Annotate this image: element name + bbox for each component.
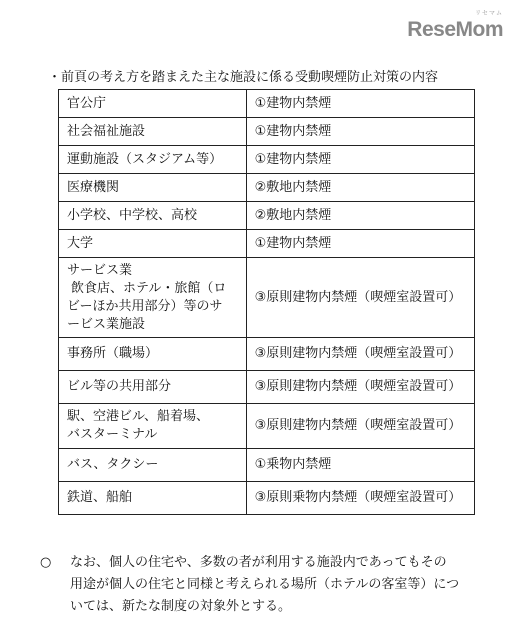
table-row (59, 202, 475, 230)
section-heading: ・前頁の考え方を踏まえた主な施設に係る受動喫煙防止対策の内容 (48, 70, 439, 85)
measure-cell: ①建物内禁煙 (246, 146, 474, 174)
smoking-policy-table (58, 89, 475, 515)
facility-cell (59, 338, 247, 371)
facility-cell (59, 202, 247, 230)
measure-cell: ①建物内禁煙 (246, 118, 474, 146)
note-text-1: なお、個人の住宅や、多数の者が利用する施設内であってもその (70, 555, 447, 570)
table-row (59, 146, 475, 174)
facility-text: 運動施設（スタジアム等） (67, 151, 223, 167)
note-line-3: いては、新たな制度の対象外とする。 (70, 599, 292, 614)
resemom-logo (407, 10, 503, 41)
facility-cell (59, 482, 247, 515)
measure-cell: ③原則建物内禁煙（喫煙室設置可） (246, 371, 474, 404)
measure-cell: ③原則建物内禁煙（喫煙室設置可） (246, 404, 474, 449)
note-line-1 (40, 552, 480, 574)
measure-cell: ③原則建物内禁煙（喫煙室設置可） (246, 338, 474, 371)
facility-text: 駅、空港ビル、船着場、 (67, 409, 209, 424)
table-row (59, 371, 475, 404)
facility-text: 小学校、中学校、高校 (67, 207, 198, 223)
facility-text: 官公庁 (67, 95, 107, 111)
measure-cell: ①建物内禁煙 (246, 90, 474, 118)
logo-text: ReseMom (407, 18, 503, 41)
facility-text: サービス業 (67, 262, 133, 278)
logo-ruby-text: リセマム (475, 10, 503, 17)
facility-cell (59, 258, 247, 338)
facility-text: ビル等の共用部分 (67, 379, 172, 394)
facility-cell (59, 90, 247, 118)
facility-cell (59, 118, 247, 146)
circle-bullet-icon: ○ (40, 555, 52, 570)
note-line-2: 用途が個人の住宅と同様と考えられる場所（ホテルの客室等）につ (70, 577, 460, 592)
facility-text: バスターミナル (67, 427, 158, 442)
facility-text: 鉄道、船舶 (67, 490, 133, 505)
facility-cell (59, 404, 247, 449)
measure-cell: ③原則建物内禁煙（喫煙室設置可） (246, 258, 474, 338)
note-paragraph (40, 552, 480, 618)
facility-text: 医療機関 (67, 179, 120, 195)
policy-table-body (59, 90, 475, 515)
table-row (59, 118, 475, 146)
facility-cell (59, 230, 247, 258)
facility-text: バス、タクシー (67, 457, 159, 472)
table-row (59, 338, 475, 371)
measure-cell: ②敷地内禁煙 (246, 174, 474, 202)
table-row (59, 404, 475, 449)
facility-text: 事務所（職場） (67, 346, 159, 361)
measure-cell: ①建物内禁煙 (246, 230, 474, 258)
facility-text: ビーほか共用部分）等のサ (67, 298, 223, 314)
table-row (59, 482, 475, 515)
measure-cell: ②敷地内禁煙 (246, 202, 474, 230)
measure-cell: ①乗物内禁煙 (246, 449, 474, 482)
facility-cell (59, 174, 247, 202)
table-row (59, 258, 475, 338)
facility-cell (59, 449, 247, 482)
table-row (59, 174, 475, 202)
facility-cell (59, 146, 247, 174)
facility-text: ービス業施設 (67, 316, 146, 332)
table-row (59, 90, 475, 118)
facility-text: 飲食店、ホテル・旅館（ロ (71, 280, 227, 296)
table-row (59, 230, 475, 258)
facility-cell (59, 371, 247, 404)
measure-cell: ③原則乗物内禁煙（喫煙室設置可） (246, 482, 474, 515)
facility-text: 社会福祉施設 (67, 123, 146, 139)
facility-text: 大学 (67, 235, 94, 251)
table-row (59, 449, 475, 482)
